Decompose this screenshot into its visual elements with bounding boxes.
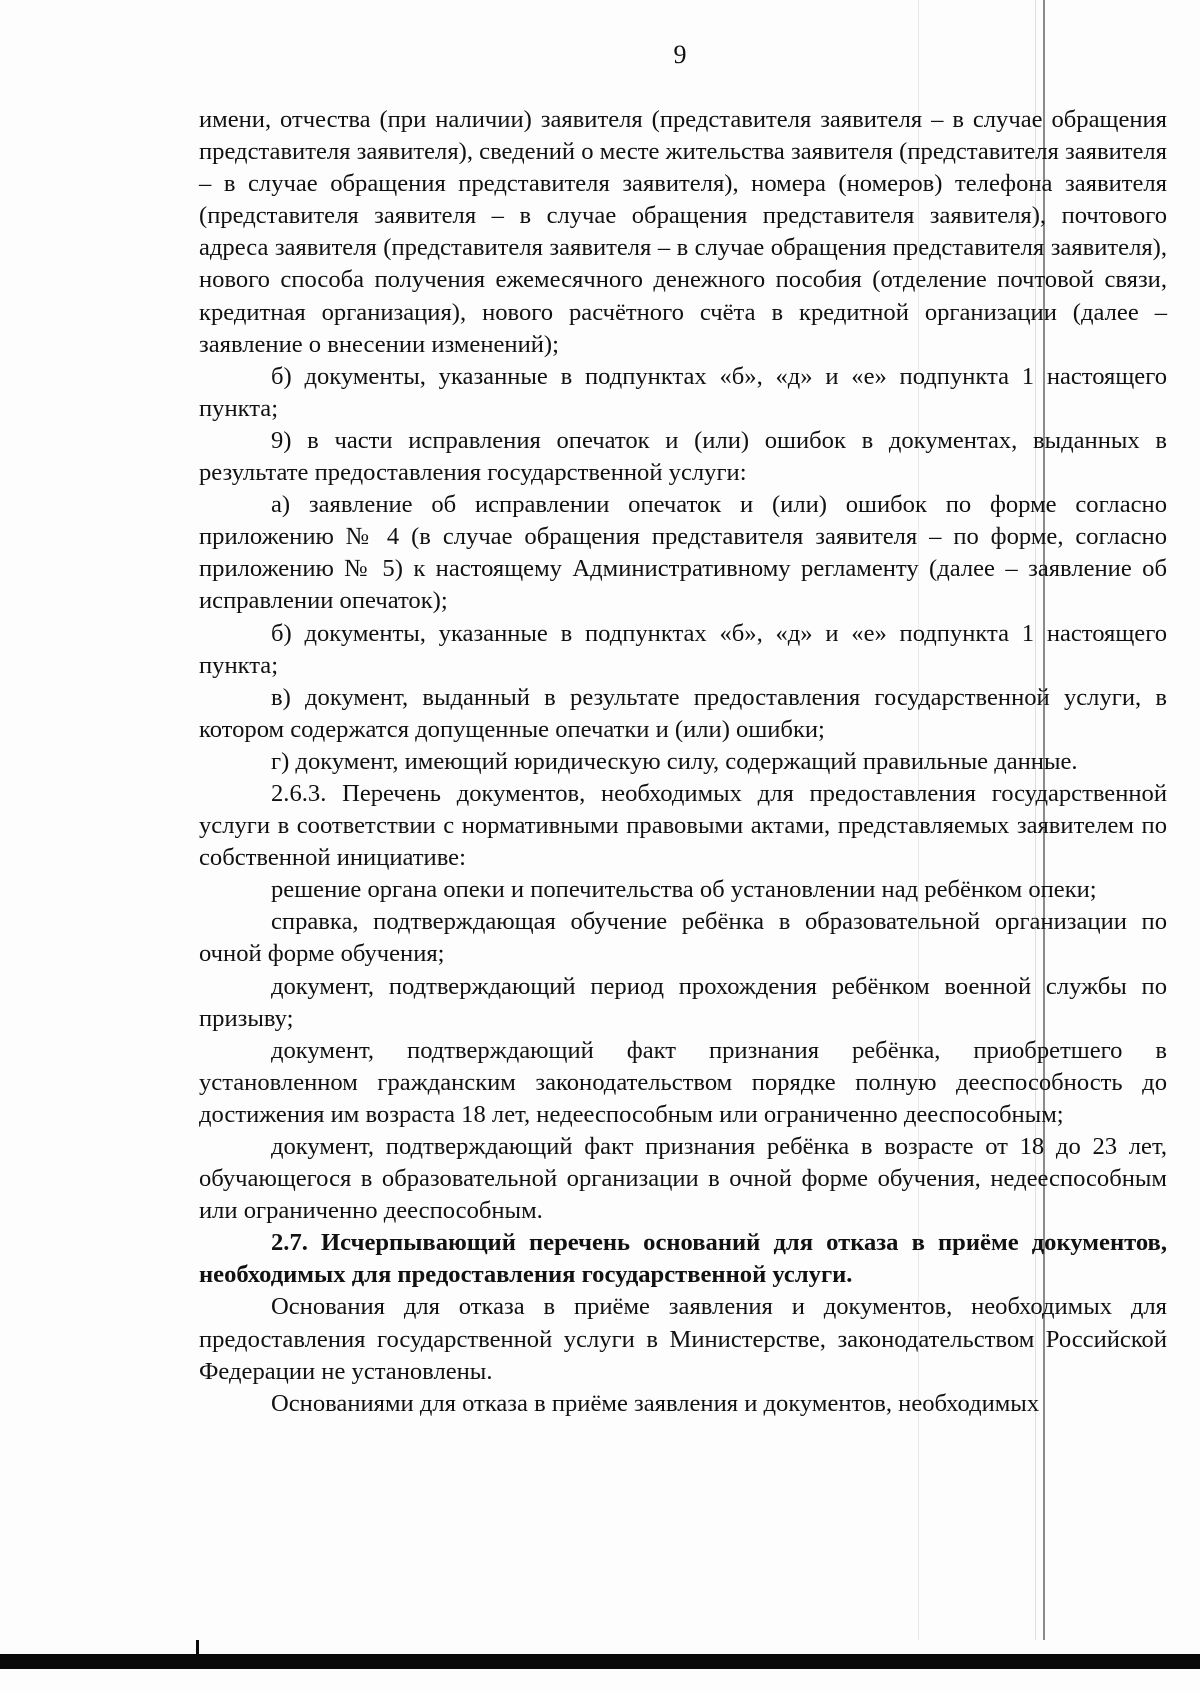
document-body (199, 104, 1167, 1420)
paragraph: справка, подтверждающая обучение ребёнка в образовательной организации по очной форме обучения; (199, 908, 1167, 968)
paragraph: в) документ, выданный в результате предоставления государственной услуги, в котором содержатся допущенные опечатки и (или) ошибки; (199, 683, 1167, 743)
scan-border-bar (0, 1654, 1200, 1669)
page-number: 9 (673, 40, 687, 69)
paragraph: документ, подтверждающий факт признания ребёнка, приобретшего в установленном гражданским законодательством порядке полную дееспособность до достижения им возраста 18 лет, недееспособным или ограниченно дееспособным; (199, 1036, 1167, 1128)
paragraph: Основания для отказа в приёме заявления и документов, необходимых для предоставления государственной услуги в Министерстве, законодательством Российской Федерации не установлены. (199, 1293, 1167, 1385)
paragraph: документ, подтверждающий факт признания ребёнка в возрасте от 18 до 23 лет, обучающегося в образовательной организации в очной форме обучения, недееспособным или ограниченно дееспособным. (199, 1133, 1167, 1225)
paragraph: 2.6.3. Перечень документов, необходимых для предоставления государственной услуги в соответствии с нормативными правовыми актами, представляемых заявителем по собственной инициативе: (199, 779, 1167, 872)
paragraph: решение органа опеки и попечительства об установлении над ребёнком опеки; (271, 876, 1097, 904)
paragraph: г) документ, имеющий юридическую силу, содержащий правильные данные. (271, 747, 1078, 775)
paragraph: б) документы, указанные в подпунктах «б», «д» и «е» подпункта 1 настоящего пункта; (199, 619, 1167, 679)
paragraph: 9) в части исправления опечаток и (или) ошибок в документах, выданных в результате предоставления государственной услуги: (199, 426, 1167, 487)
paragraph: б) документы, указанные в подпунктах «б», «д» и «е» подпункта 1 настоящего пункта; (199, 362, 1167, 422)
section-heading: 2.7. Исчерпывающий перечень оснований для отказа в приёме документов, необходимых для предоставления государственной услуги. (199, 1229, 1167, 1289)
paragraph: документ, подтверждающий период прохождения ребёнком военной службы по призыву; (199, 972, 1167, 1032)
paragraph: Основаниями для отказа в приёме заявления и документов, необходимых (271, 1389, 1040, 1417)
paragraph: имени, отчества (при наличии) заявителя (представителя заявителя – в случае обращения представителя заявителя), сведений о месте жительства заявителя (представителя заявителя – в случае обращения представителя заявителя), номера (номеров) телефона заявителя (представителя заявителя – в случае обращения представителя заявителя), почтового адреса заявителя (представителя заявителя – в случае обращения представителя заявителя), нового способа получения ежемесячного денежного пособия (отделение почтовой связи, кредитная организация), нового расчётного счёта в кредитной организации (далее – заявление о внесении изменений); (199, 106, 1167, 358)
paragraph: а) заявление об исправлении опечаток и (или) ошибок по форме согласно приложению № 4 (в случае обращения представителя заявителя – по форме, согласно приложению № 5) к настоящему Административному регламенту (далее – заявление об исправлении опечаток); (199, 491, 1167, 615)
